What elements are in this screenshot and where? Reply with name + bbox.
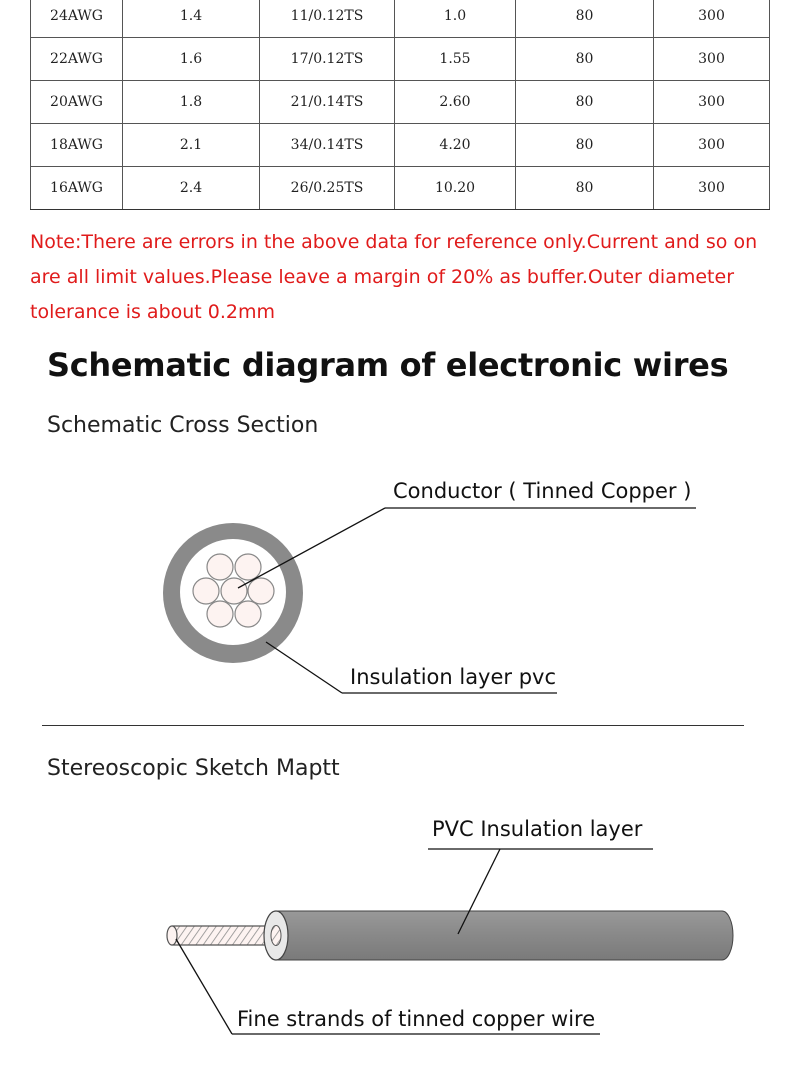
insulation-label: Insulation layer pvc	[350, 665, 557, 689]
table-cell: 80	[516, 38, 654, 81]
strand-end-cap	[167, 926, 177, 945]
cross-section-heading: Schematic Cross Section	[47, 413, 319, 438]
table-cell: 80	[516, 167, 654, 210]
table-cell: 34/0.14TS	[260, 124, 395, 167]
table-cell: 20AWG	[31, 81, 123, 124]
table-cell: 22AWG	[31, 38, 123, 81]
table-cell: 1.4	[123, 0, 260, 38]
stereo-heading: Stereoscopic Sketch Maptt	[47, 756, 340, 781]
table-cell: 300	[654, 0, 770, 38]
table-cell: 1.55	[395, 38, 516, 81]
note-text: Note:There are errors in the above data for reference only.Current and so on are all limit values.Please leave a margin of 20% as buffer.Outer diameter tolerance is about 0.2mm	[30, 231, 758, 323]
table-cell: 17/0.12TS	[260, 38, 395, 81]
conductor-label: Conductor ( Tinned Copper )	[393, 479, 692, 503]
copper-strands-label: Fine strands of tinned copper wire	[237, 1007, 596, 1031]
table-cell: 1.6	[123, 38, 260, 81]
table-cell: 2.1	[123, 124, 260, 167]
table-cell: 26/0.25TS	[260, 167, 395, 210]
section-divider	[42, 725, 744, 726]
table-cell: 300	[654, 167, 770, 210]
pvc-insulation-label: PVC Insulation layer	[432, 817, 643, 841]
table-cell: 4.20	[395, 124, 516, 167]
pvc-insulation-tube	[276, 911, 733, 960]
table-cell: 2.4	[123, 167, 260, 210]
table-cell: 21/0.14TS	[260, 81, 395, 124]
table-cell: 16AWG	[31, 167, 123, 210]
page-title: Schematic diagram of electronic wires	[47, 346, 729, 384]
wire-strand-bundle	[168, 926, 275, 945]
table-cell: 1.8	[123, 81, 260, 124]
table-cell: 300	[654, 81, 770, 124]
insulation-leader-line	[266, 642, 342, 693]
table-cell: 24AWG	[31, 0, 123, 38]
table-cell: 10.20	[395, 167, 516, 210]
insulation-end-hole	[271, 926, 281, 946]
table-cell: 2.60	[395, 81, 516, 124]
table-cell: 300	[654, 124, 770, 167]
table-cell: 80	[516, 81, 654, 124]
table-cell: 18AWG	[31, 124, 123, 167]
table-cell: 300	[654, 38, 770, 81]
table-cell: 1.0	[395, 0, 516, 38]
table-cell: 11/0.12TS	[260, 0, 395, 38]
table-cell: 80	[516, 0, 654, 38]
table-cell: 80	[516, 124, 654, 167]
strands-leader-line	[176, 939, 232, 1034]
